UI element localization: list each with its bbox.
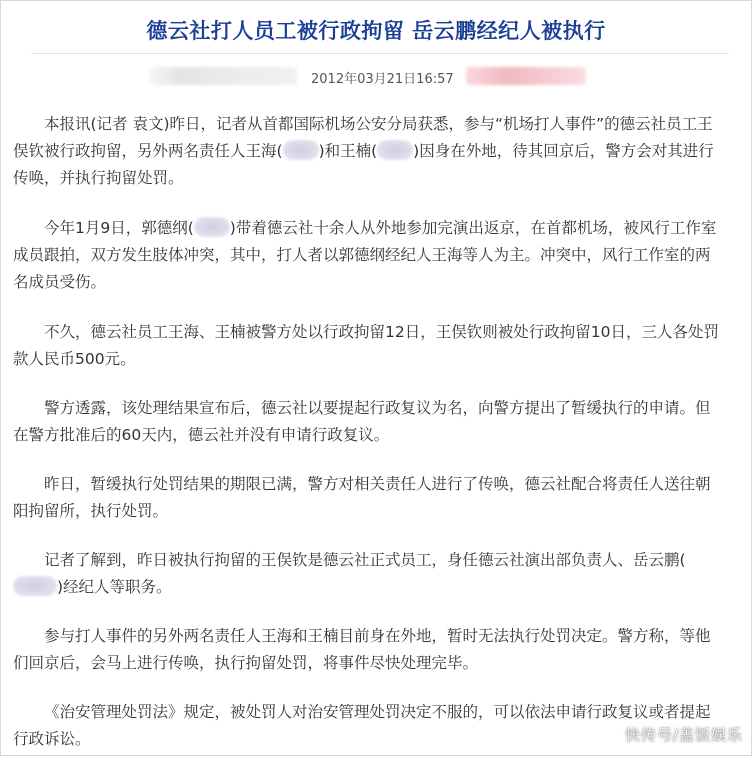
redaction-mark bbox=[377, 140, 413, 160]
paragraph-6: 记者了解到，昨日被执行拘留的王俣钦是德云社正式员工，身任德云社演出部负责人、岳云鹏()经纪人等职务。 bbox=[13, 547, 721, 601]
paragraph-2: 今年1月9日，郭德纲( )带着德云社十余人从外地参加完演出返京，在首都机场，被风行工作室成员跟拍，双方发生肢体冲突，其中，打人者以郭德纲经纪人王海等人为主。冲突中，风行工作室的两名成员受伤。 bbox=[13, 219, 717, 291]
paragraph-1: 本报讯(记者 袁文)昨日，记者从首都国际机场公安分局获悉，参与“机场打人事件”的德云社员工王俣钦被行政拘留，另外两名责任人王海( )和王楠( )因身在外地，待其回京后，警方会对其进行传唤，并执行拘留处罚。 bbox=[13, 115, 714, 187]
article-title: 德云社打人员工被行政拘留 岳云鹏经纪人被执行 bbox=[146, 19, 606, 43]
paragraph-7: 参与打人事件的另外两名责任人王海和王楠目前身在外地，暂时无法执行处罚决定。警方称，等他们回京后，会马上进行传唤，执行拘留处罚，将事件尽快处理完毕。 bbox=[13, 627, 711, 672]
redaction-mark bbox=[283, 140, 319, 160]
redaction-mark bbox=[13, 576, 57, 596]
source-watermark: 快传号/盖饭娱乐 bbox=[624, 726, 743, 744]
paragraph-3: 不久，德云社员工王海、王楠被警方处以行政拘留12日，王俣钦则被处行政拘留10日，三人各处罚款人民币500元。 bbox=[13, 323, 719, 368]
redaction-mark bbox=[194, 217, 230, 237]
article-body bbox=[1, 1, 751, 755]
paragraph-5: 昨日，暂缓执行处罚结果的期限已满，警方对相关责任人进行了传唤，德云社配合将责任人送往朝阳拘留所，执行处罚。 bbox=[13, 475, 711, 520]
paragraph-8: 《治安管理处罚法》规定，被处罚人对治安管理处罚决定不服的，可以依法申请行政复议或者提起行政诉讼。 bbox=[13, 703, 711, 748]
article-timestamp: 2012年03月21日16:57 bbox=[311, 72, 454, 87]
paragraph-4: 警方透露，该处理结果宣布后，德云社以要提起行政复议为名，向警方提出了暂缓执行的申请。但在警方批准后的60天内，德云社并没有申请行政复议。 bbox=[13, 399, 711, 444]
